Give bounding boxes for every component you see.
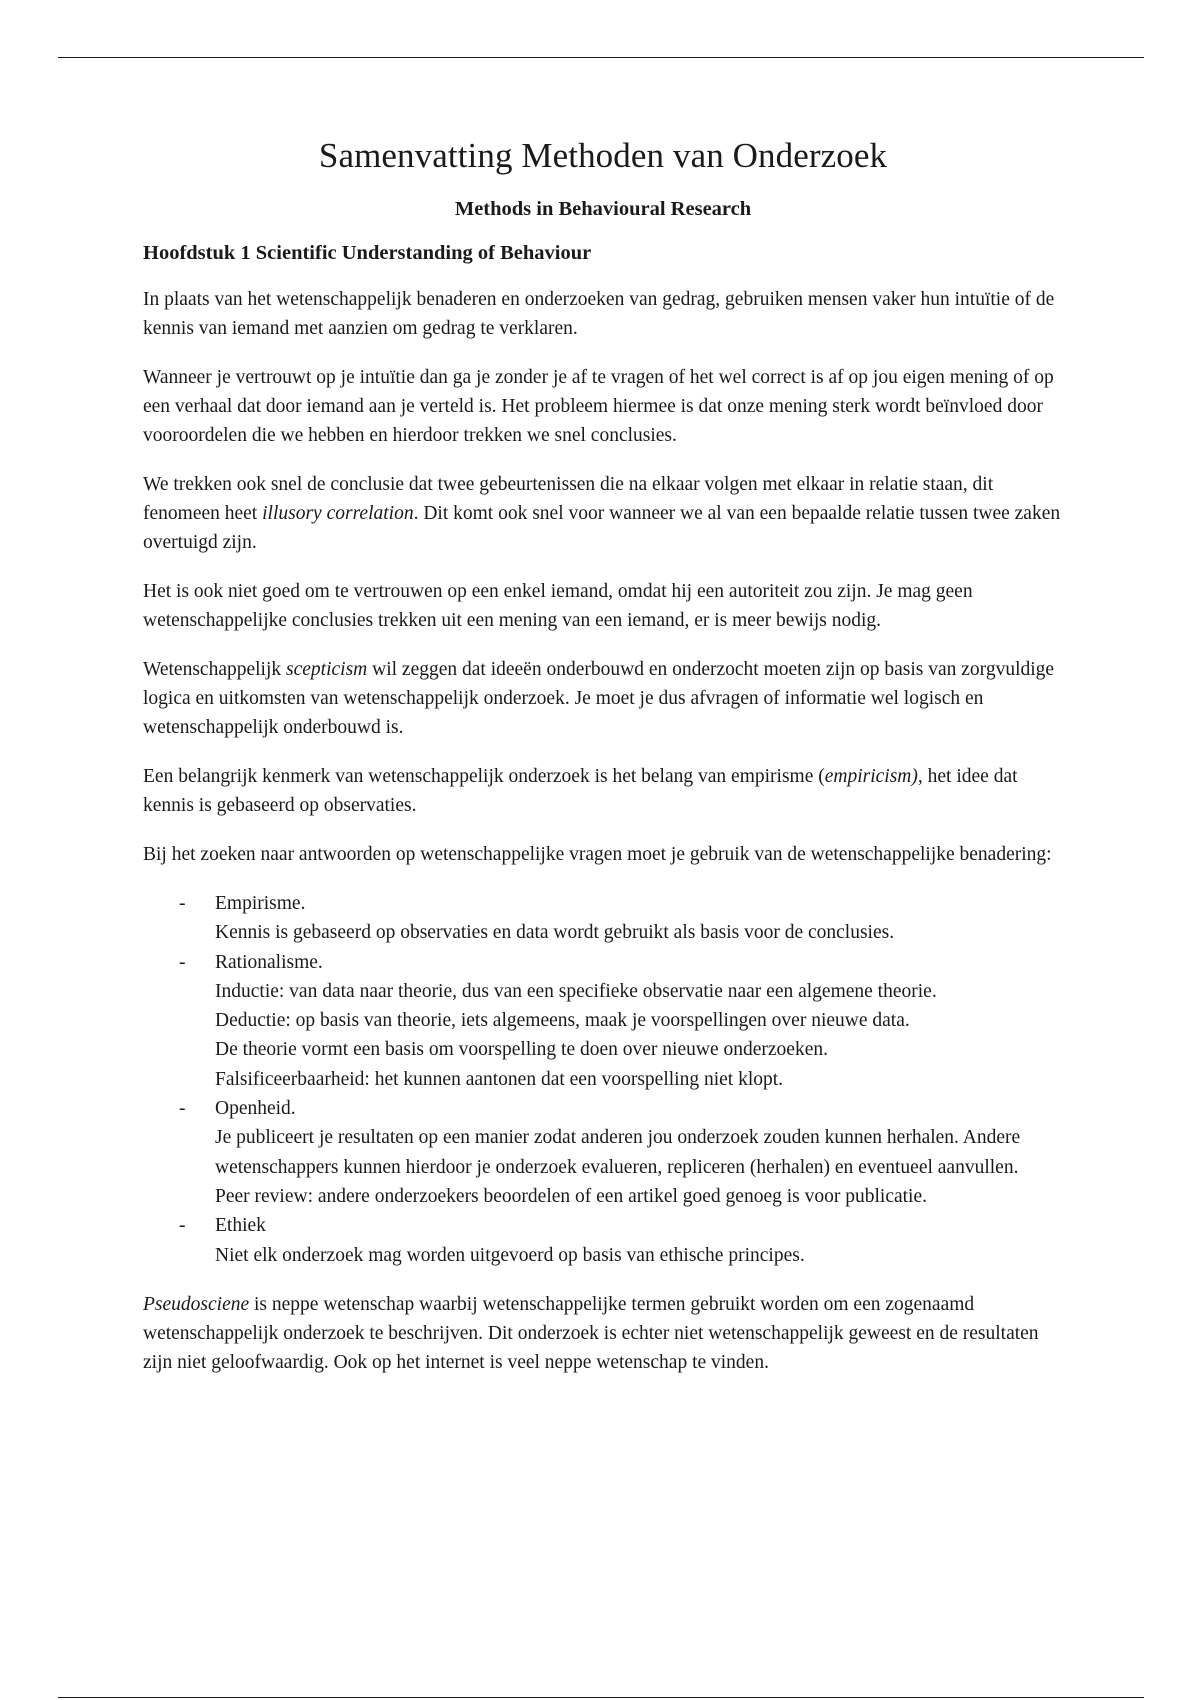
list-item-text: Je publiceert je resultaten op een manier zodat anderen jou onderzoek zouden kunnen herhalen. Andere wetenschappers kunnen hierdoor je onderzoek evalueren, repliceren (herhalen) en eventueel aanvullen. — [215, 1127, 1021, 1178]
approach-list — [143, 889, 1063, 1270]
list-item-empirisme — [143, 889, 1063, 948]
paragraph-authority: Het is ook niet goed om te vertrouwen op een enkel iemand, omdat hij een autoriteit zou zijn. Je mag geen wetenschappelijke conclusies trekken uit een mening van een iemand, er is meer bewijs nodig. — [143, 581, 973, 631]
list-item-title: Rationalisme. — [215, 951, 323, 973]
term-empiricism: empiricism), — [824, 766, 923, 787]
text-segment: . Dit komt ook snel voor wanneer we al van een bepaalde relatie tussen twee zaken overtuigd zijn. — [143, 503, 1061, 553]
paragraph-pseudoscience — [143, 1290, 1063, 1377]
text-segment: wil zeggen dat ideeën onderbouwd en onderzocht moeten zijn op basis van zorgvuldige logica en uitkomsten van wetenschappelijk onderzoek. Je moet je dus afvragen of informatie wel logisch en wetenschappelijk onderbouwd is. — [143, 659, 1055, 738]
footer-rule — [58, 1697, 1144, 1698]
text-segment: Wetenschappelijk — [143, 659, 287, 680]
term-illusory-correlation: illusory correlation — [262, 503, 414, 524]
text-segment: Een belangrijk kenmerk van wetenschappelijk onderzoek is het belang van empirisme ( — [143, 766, 825, 787]
list-item-text: Falsificeerbaarheid: het kunnen aantonen dat een voorspelling niet klopt. — [215, 1068, 784, 1090]
list-item-text: De theorie vormt een basis om voorspelling te doen over nieuwe onderzoeken. — [215, 1039, 828, 1061]
bullet-dash: - — [179, 893, 186, 914]
header-rule — [58, 57, 1144, 58]
term-pseudosciene: Pseudosciene — [143, 1293, 250, 1315]
list-item-text: Inductie: van data naar theorie, dus van een specifieke observatie naar een algemene theorie. — [215, 980, 937, 1002]
paragraph-intuition: In plaats van het wetenschappelijk benaderen en onderzoeken van gedrag, gebruiken mensen vaker hun intuïtie of de kennis van iemand met aanzien om gedrag te verklaren. — [143, 289, 1055, 339]
bullet-dash: - — [179, 1098, 186, 1120]
list-item-text: Peer review: andere onderzoekers beoordelen of een artikel goed genoeg is voor publicatie. — [215, 1185, 927, 1207]
text-segment: We trekken ook snel de conclusie dat twee gebeurtenissen die na elkaar volgen met elkaar in relatie staan, dit fenomeen heet — [143, 474, 994, 524]
list-item-text: Deductie: op basis van theorie, iets algemeens, maak je voorspellingen over nieuwe data. — [215, 1010, 910, 1032]
paragraph-trust-intuition: Wanneer je vertrouwt op je intuïtie dan ga je zonder je af te vragen of het wel correct is af op jou eigen mening of op een verhaal dat door iemand aan je verteld is. Het probleem hiermee is dat onze mening sterk wordt beïnvloed door vooroordelen die we hebben en hierdoor trekken we snel conclusies. — [143, 367, 1054, 446]
bullet-dash: - — [179, 951, 186, 973]
list-item-ethiek — [143, 1211, 1063, 1270]
document-subtitle: Methods in Behavioural Research — [454, 198, 752, 220]
document-body — [143, 135, 1063, 1397]
paragraph-scientific-approach: Bij het zoeken naar antwoorden op wetenschappelijke vragen moet je gebruik van de wetenschappelijke benadering: — [143, 844, 1052, 865]
list-item-title: Ethiek — [215, 1215, 266, 1237]
list-item-rationalisme — [143, 948, 1063, 1094]
chapter-heading: Hoofdstuk 1 Scientific Understanding of Behaviour — [143, 242, 592, 264]
list-item-openheid — [143, 1094, 1063, 1211]
paragraph-empiricism — [143, 762, 1063, 820]
paragraph-illusory-correlation — [143, 470, 1063, 557]
term-scepticism: scepticism — [286, 659, 368, 680]
list-item-title: Openheid. — [215, 1098, 296, 1120]
bullet-dash: - — [179, 1215, 186, 1237]
document-title: Samenvatting Methoden van Onderzoek — [318, 136, 888, 175]
list-item-text: Kennis is gebaseerd op observaties en data wordt gebruikt als basis voor de conclusies. — [215, 922, 895, 944]
list-item-title: Empirisme. — [215, 893, 306, 914]
text-segment: is neppe wetenschap waarbij wetenschappelijke termen gebruikt worden om een zogenaamd wetenschappelijk onderzoek te beschrijven. Dit onderzoek is echter niet wetenschappelijk geweest en de resultaten zijn niet geloofwaardig. Ook op het internet is veel neppe wetenschap te vinden. — [143, 1293, 1039, 1373]
text-segment: het idee dat kennis is gebaseerd op observaties. — [143, 766, 1018, 816]
paragraph-scepticism — [143, 655, 1063, 742]
list-item-text: Niet elk onderzoek mag worden uitgevoerd op basis van ethische principes. — [215, 1244, 805, 1266]
